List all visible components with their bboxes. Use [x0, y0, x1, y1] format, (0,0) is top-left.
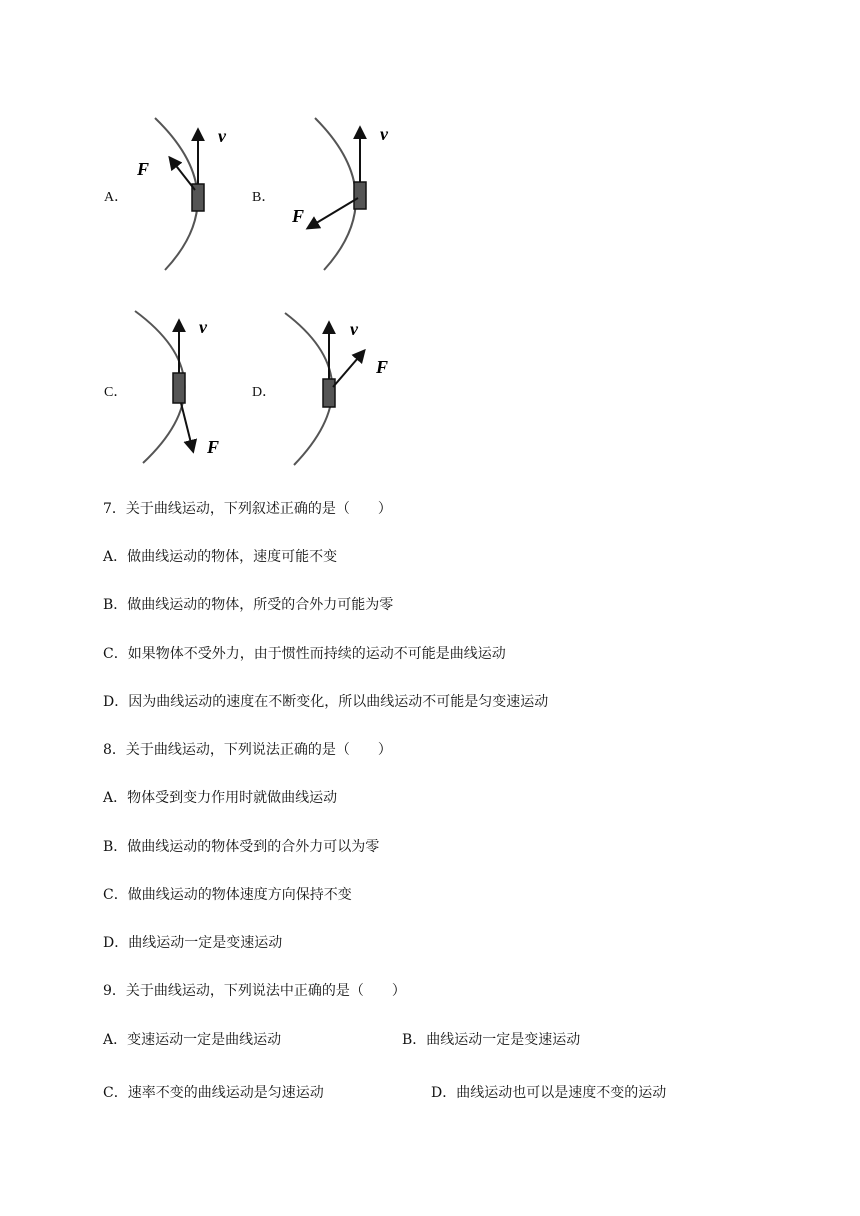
- question-9-option-b: B．曲线运动一定是变速运动: [402, 1032, 581, 1048]
- figure-option-a: [125, 110, 255, 280]
- velocity-label: v: [199, 317, 207, 337]
- question-8-option-c: C．做曲线运动的物体速度方向保持不变: [103, 887, 352, 903]
- question-7-option-d: D．因为曲线运动的速度在不断变化，所以曲线运动不可能是匀变速运动: [103, 694, 549, 710]
- force-arrow: [170, 158, 195, 190]
- figure-option-b: [280, 110, 420, 280]
- question-7-option-c: C．如果物体不受外力，由于惯性而持续的运动不可能是曲线运动: [103, 646, 506, 662]
- force-arrow: [181, 403, 193, 451]
- figure-option-b-label: B．: [252, 190, 276, 205]
- question-8-stem: 8．关于曲线运动，下列说法正确的是（ ）: [103, 742, 392, 758]
- object-block: [173, 373, 185, 403]
- object-block: [354, 182, 366, 209]
- question-9-stem: 9．关于曲线运动，下列说法中正确的是（ ）: [103, 983, 406, 999]
- force-label: F: [376, 357, 389, 377]
- force-arrow: [308, 198, 358, 228]
- object-block: [323, 379, 335, 407]
- question-8-option-d: D．曲线运动一定是变速运动: [103, 935, 283, 951]
- question-7-option-b: B．做曲线运动的物体，所受的合外力可能为零: [103, 597, 394, 613]
- question-8-option-b: B．做曲线运动的物体受到的合外力可以为零: [103, 839, 380, 855]
- velocity-label: v: [218, 126, 226, 146]
- force-arrow: [333, 351, 364, 387]
- figure-option-d-label: D．: [252, 385, 277, 400]
- question-9-option-a: A．变速运动一定是曲线运动: [103, 1032, 282, 1048]
- velocity-label: v: [350, 319, 358, 339]
- figure-option-c-label: C．: [104, 385, 128, 400]
- figure-option-a-label: A．: [104, 190, 129, 205]
- figure-option-d: [280, 303, 420, 473]
- curved-path: [315, 118, 356, 270]
- question-9-option-d: D．曲线运动也可以是速度不变的运动: [431, 1085, 667, 1101]
- question-9-option-c: C．速率不变的曲线运动是匀速运动: [103, 1085, 324, 1101]
- force-label: F: [207, 437, 220, 457]
- question-8-option-a: A．物体受到变力作用时就做曲线运动: [103, 790, 338, 806]
- force-label: F: [137, 159, 150, 179]
- question-7-option-a: A．做曲线运动的物体，速度可能不变: [103, 549, 338, 565]
- question-7-stem: 7．关于曲线运动，下列叙述正确的是（ ）: [103, 501, 392, 517]
- velocity-label: v: [380, 124, 388, 144]
- figure-option-c: [125, 303, 255, 473]
- force-label: F: [292, 206, 305, 226]
